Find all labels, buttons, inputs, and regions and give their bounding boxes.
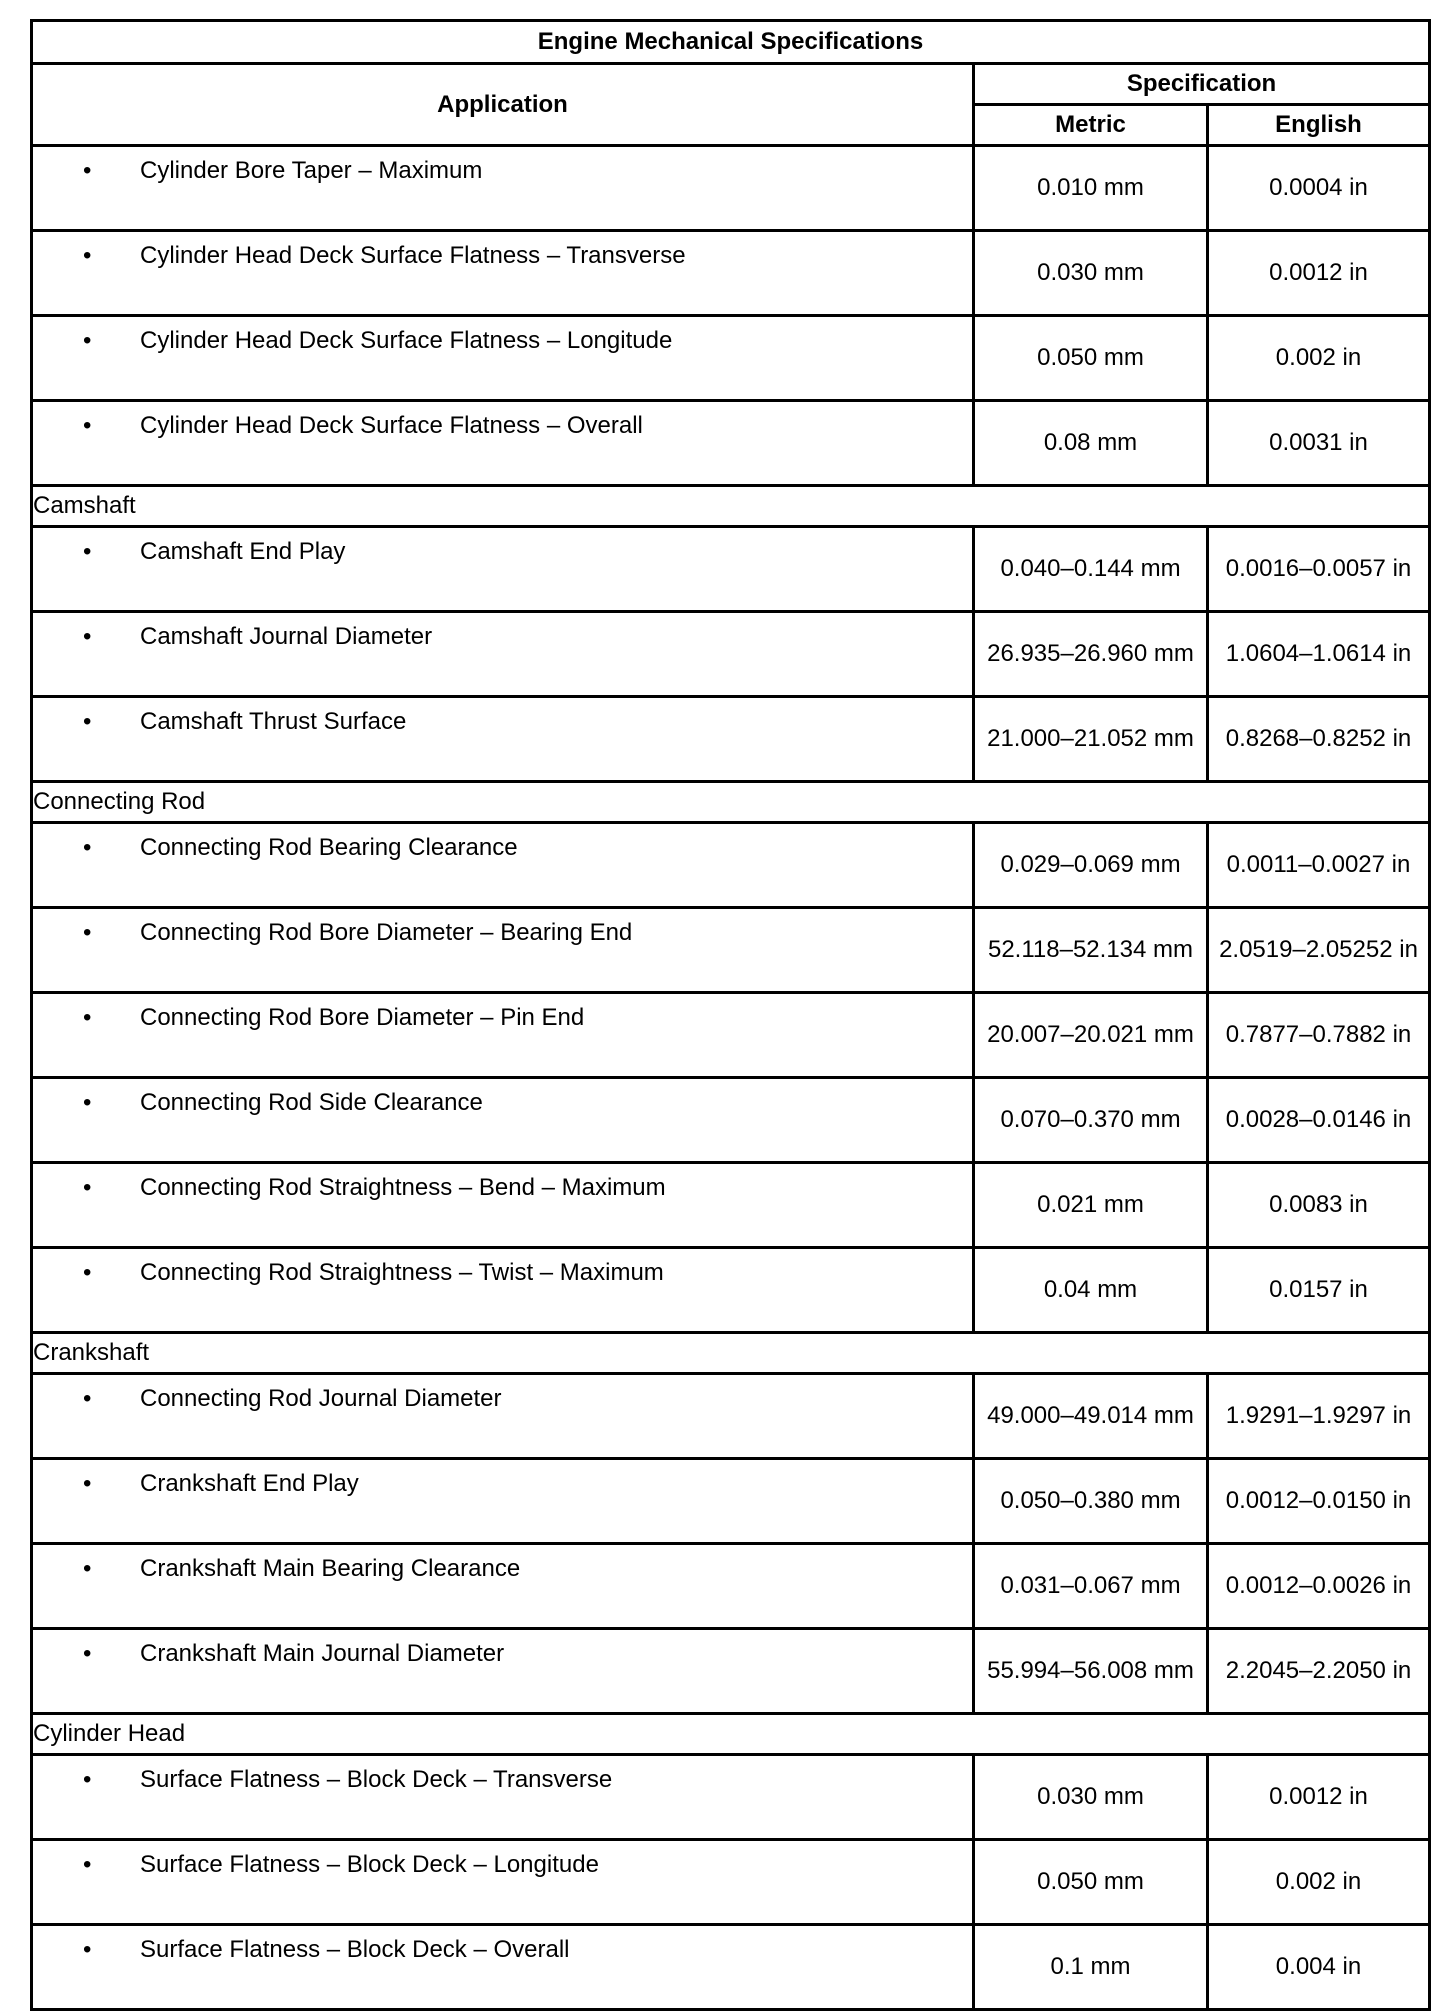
application-label: Surface Flatness – Block Deck – Overall (140, 1936, 570, 1963)
application-cell (32, 993, 974, 1078)
application-label: Cylinder Head Deck Surface Flatness – Longitude (140, 327, 673, 354)
bullet-icon: • (83, 919, 92, 946)
table-title: Engine Mechanical Specifications (32, 21, 1430, 64)
application-label: Connecting Rod Straightness – Twist – Maximum (140, 1259, 664, 1286)
application-label: Connecting Rod Bearing Clearance (140, 834, 518, 861)
application-cell (32, 146, 974, 231)
english-value: 0.0028–0.0146 in (1208, 1078, 1430, 1163)
application-label: Connecting Rod Side Clearance (140, 1089, 483, 1116)
english-value: 0.0157 in (1208, 1248, 1430, 1333)
bullet-icon: • (83, 708, 92, 735)
section-heading: Cylinder Head (32, 1714, 1430, 1755)
metric-value: 0.031–0.067 mm (974, 1544, 1208, 1629)
spec-table (30, 19, 1431, 2011)
application-cell (32, 1163, 974, 1248)
table-row (32, 231, 1430, 316)
metric-value: 0.040–0.144 mm (974, 527, 1208, 612)
application-label: Cylinder Bore Taper – Maximum (140, 157, 483, 184)
application-label: Surface Flatness – Block Deck – Longitude (140, 1851, 599, 1878)
application-cell (32, 612, 974, 697)
application-cell (32, 908, 974, 993)
application-cell (32, 1248, 974, 1333)
application-cell (32, 697, 974, 782)
english-value: 1.0604–1.0614 in (1208, 612, 1430, 697)
metric-value: 0.021 mm (974, 1163, 1208, 1248)
bullet-icon: • (83, 1640, 92, 1667)
application-cell (32, 316, 974, 401)
application-cell (32, 1840, 974, 1925)
section-heading: Connecting Rod (32, 782, 1430, 823)
bullet-icon: • (83, 1936, 92, 1963)
table-row (32, 993, 1430, 1078)
bullet-icon: • (83, 1259, 92, 1286)
table-row (32, 908, 1430, 993)
metric-value: 26.935–26.960 mm (974, 612, 1208, 697)
application-label: Crankshaft Main Journal Diameter (140, 1640, 505, 1667)
table-row (32, 316, 1430, 401)
application-cell (32, 1544, 974, 1629)
english-value: 0.0011–0.0027 in (1208, 823, 1430, 908)
english-value: 0.8268–0.8252 in (1208, 697, 1430, 782)
metric-value: 55.994–56.008 mm (974, 1629, 1208, 1714)
english-value: 0.0004 in (1208, 146, 1430, 231)
english-value: 0.0012 in (1208, 231, 1430, 316)
table-row (32, 527, 1430, 612)
bullet-icon: • (83, 1555, 92, 1582)
table-row (32, 1248, 1430, 1333)
table-row (32, 1374, 1430, 1459)
metric-value: 52.118–52.134 mm (974, 908, 1208, 993)
metric-value: 49.000–49.014 mm (974, 1374, 1208, 1459)
metric-value: 0.010 mm (974, 146, 1208, 231)
table-row (32, 823, 1430, 908)
metric-value: 0.050 mm (974, 316, 1208, 401)
metric-value: 0.070–0.370 mm (974, 1078, 1208, 1163)
bullet-icon: • (83, 1385, 92, 1412)
section-row (32, 486, 1430, 527)
english-value: 0.0083 in (1208, 1163, 1430, 1248)
metric-value: 21.000–21.052 mm (974, 697, 1208, 782)
application-label: Cylinder Head Deck Surface Flatness – Transverse (140, 242, 686, 269)
section-row (32, 1333, 1430, 1374)
header-application: Application (32, 64, 974, 146)
metric-value: 0.030 mm (974, 231, 1208, 316)
application-label: Cylinder Head Deck Surface Flatness – Overall (140, 412, 643, 439)
header-specification: Specification (974, 64, 1430, 105)
application-cell (32, 823, 974, 908)
application-cell (32, 1078, 974, 1163)
bullet-icon: • (83, 538, 92, 565)
metric-value: 0.050–0.380 mm (974, 1459, 1208, 1544)
section-row (32, 1714, 1430, 1755)
bullet-icon: • (83, 1766, 92, 1793)
application-label: Connecting Rod Journal Diameter (140, 1385, 502, 1412)
english-value: 0.0016–0.0057 in (1208, 527, 1430, 612)
table-row (32, 697, 1430, 782)
metric-value: 0.08 mm (974, 401, 1208, 486)
bullet-icon: • (83, 1174, 92, 1201)
bullet-icon: • (83, 157, 92, 184)
metric-value: 0.050 mm (974, 1840, 1208, 1925)
application-label: Camshaft Thrust Surface (140, 708, 407, 735)
bullet-icon: • (83, 623, 92, 650)
metric-value: 0.030 mm (974, 1755, 1208, 1840)
bullet-icon: • (83, 1089, 92, 1116)
application-cell (32, 1459, 974, 1544)
bullet-icon: • (83, 327, 92, 354)
table-row (32, 1840, 1430, 1925)
english-value: 0.0012–0.0026 in (1208, 1544, 1430, 1629)
english-value: 0.004 in (1208, 1925, 1430, 2010)
bullet-icon: • (83, 834, 92, 861)
application-label: Crankshaft End Play (140, 1470, 359, 1497)
bullet-icon: • (83, 1851, 92, 1878)
section-heading: Camshaft (32, 486, 1430, 527)
english-value: 0.7877–0.7882 in (1208, 993, 1430, 1078)
application-label: Camshaft Journal Diameter (140, 623, 433, 650)
application-label: Surface Flatness – Block Deck – Transverse (140, 1766, 613, 1793)
english-value: 0.002 in (1208, 316, 1430, 401)
bullet-icon: • (83, 412, 92, 439)
table-row (32, 612, 1430, 697)
table-row (32, 401, 1430, 486)
header-english: English (1208, 105, 1430, 146)
english-value: 0.0031 in (1208, 401, 1430, 486)
application-cell (32, 527, 974, 612)
english-value: 2.0519–2.05252 in (1208, 908, 1430, 993)
table-row (32, 1544, 1430, 1629)
application-cell (32, 1755, 974, 1840)
application-cell (32, 1374, 974, 1459)
english-value: 0.0012–0.0150 in (1208, 1459, 1430, 1544)
english-value: 1.9291–1.9297 in (1208, 1374, 1430, 1459)
metric-value: 0.04 mm (974, 1248, 1208, 1333)
application-label: Connecting Rod Bore Diameter – Pin End (140, 1004, 585, 1031)
table-row (32, 1925, 1430, 2010)
table-row (32, 1629, 1430, 1714)
application-cell (32, 1629, 974, 1714)
table-row (32, 1755, 1430, 1840)
application-label: Connecting Rod Straightness – Bend – Maximum (140, 1174, 666, 1201)
metric-value: 20.007–20.021 mm (974, 993, 1208, 1078)
table-row (32, 1078, 1430, 1163)
english-value: 0.002 in (1208, 1840, 1430, 1925)
application-label: Connecting Rod Bore Diameter – Bearing End (140, 919, 633, 946)
application-cell (32, 231, 974, 316)
english-value: 0.0012 in (1208, 1755, 1430, 1840)
application-cell (32, 401, 974, 486)
bullet-icon: • (83, 1470, 92, 1497)
section-heading: Crankshaft (32, 1333, 1430, 1374)
table-row (32, 1459, 1430, 1544)
table-row (32, 146, 1430, 231)
application-label: Crankshaft Main Bearing Clearance (140, 1555, 521, 1582)
bullet-icon: • (83, 242, 92, 269)
application-cell (32, 1925, 974, 2010)
section-row (32, 782, 1430, 823)
table-row (32, 1163, 1430, 1248)
header-metric: Metric (974, 105, 1208, 146)
bullet-icon: • (83, 1004, 92, 1031)
metric-value: 0.029–0.069 mm (974, 823, 1208, 908)
application-label: Camshaft End Play (140, 538, 346, 565)
english-value: 2.2045–2.2050 in (1208, 1629, 1430, 1714)
metric-value: 0.1 mm (974, 1925, 1208, 2010)
